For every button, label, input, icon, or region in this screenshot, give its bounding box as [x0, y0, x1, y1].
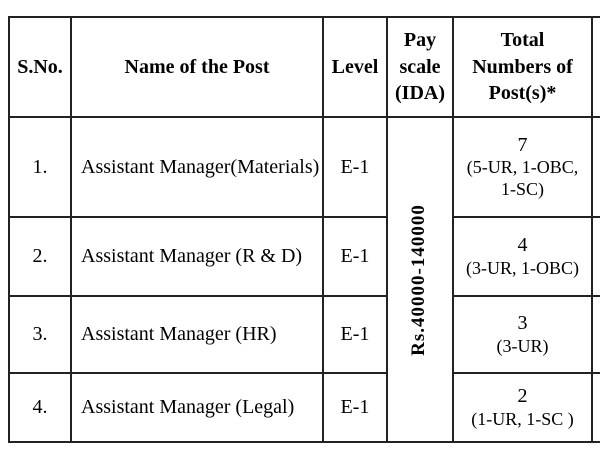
row-4-level: [324, 374, 386, 441]
row-3-level: [324, 297, 386, 372]
row-3-sno: [10, 297, 70, 372]
header-name: [72, 18, 322, 116]
row-1-name: [72, 118, 322, 216]
row-1-total-breakdown-1: (5-UR, 1-OBC,: [466, 157, 579, 178]
row-1-name-text: Assistant Manager(Materials): [81, 155, 320, 178]
header-total-line-2: Numbers of: [472, 55, 573, 78]
header-total-line-3: Post(s)*: [488, 82, 557, 105]
row-4-total: [454, 374, 591, 441]
row-1-level-text: E-1: [340, 155, 370, 178]
row-2-name-text: Assistant Manager (R & D): [81, 245, 303, 268]
row-1-total: [454, 118, 591, 216]
header-sno-text: S.No.: [17, 55, 63, 78]
header-pay-line-2: scale: [399, 55, 441, 78]
row-2-total: [454, 218, 591, 295]
row-3-total-count: 3: [517, 312, 528, 335]
header-level: [324, 18, 386, 116]
row-4-name: [72, 374, 322, 441]
table-bottom-border: [8, 441, 600, 443]
row-4-total-breakdown: (1-UR, 1-SC ): [471, 408, 574, 429]
row-1-total-breakdown-2: 1-SC): [500, 179, 544, 200]
row-4-name-text: Assistant Manager (Legal): [81, 396, 295, 419]
row-4-total-count: 2: [517, 385, 528, 408]
header-total-posts: [454, 18, 591, 116]
col-border-total: [591, 16, 593, 443]
row-3-total: [454, 297, 591, 372]
header-pay-line-3: (IDA): [395, 82, 445, 105]
row-1-sno-text: 1.: [32, 155, 48, 178]
row-4-sno: [10, 374, 70, 441]
header-pay-line-1: Pay: [403, 29, 437, 52]
row-4-sno-text: 4.: [32, 396, 48, 419]
row-3-sno-text: 3.: [32, 323, 48, 346]
pay-scale-value: Rs.40000-140000: [408, 203, 430, 356]
row-3-level-text: E-1: [340, 323, 370, 346]
row-3-total-breakdown: (3-UR): [496, 335, 549, 356]
row-2-total-count: 4: [517, 234, 528, 257]
row-3-name: [72, 297, 322, 372]
header-name-text: Name of the Post: [124, 55, 270, 78]
row-4-level-text: E-1: [340, 396, 370, 419]
header-pay-scale: [388, 18, 452, 116]
header-total-line-1: Total: [500, 29, 545, 52]
row-2-level-text: E-1: [340, 245, 370, 268]
row-1-total-count: 7: [517, 133, 528, 156]
row-2-name: [72, 218, 322, 295]
row-2-sno-text: 2.: [32, 245, 48, 268]
header-sno: [10, 18, 70, 116]
row-2-total-breakdown: (3-UR, 1-OBC): [466, 257, 579, 278]
row-2-level: [324, 218, 386, 295]
row-1-level: [324, 118, 386, 216]
header-level-text: Level: [331, 55, 379, 78]
row-3-name-text: Assistant Manager (HR): [81, 323, 277, 346]
row-1-sno: [10, 118, 70, 216]
pay-scale-merged-cell: [386, 117, 452, 442]
row-2-sno: [10, 218, 70, 295]
